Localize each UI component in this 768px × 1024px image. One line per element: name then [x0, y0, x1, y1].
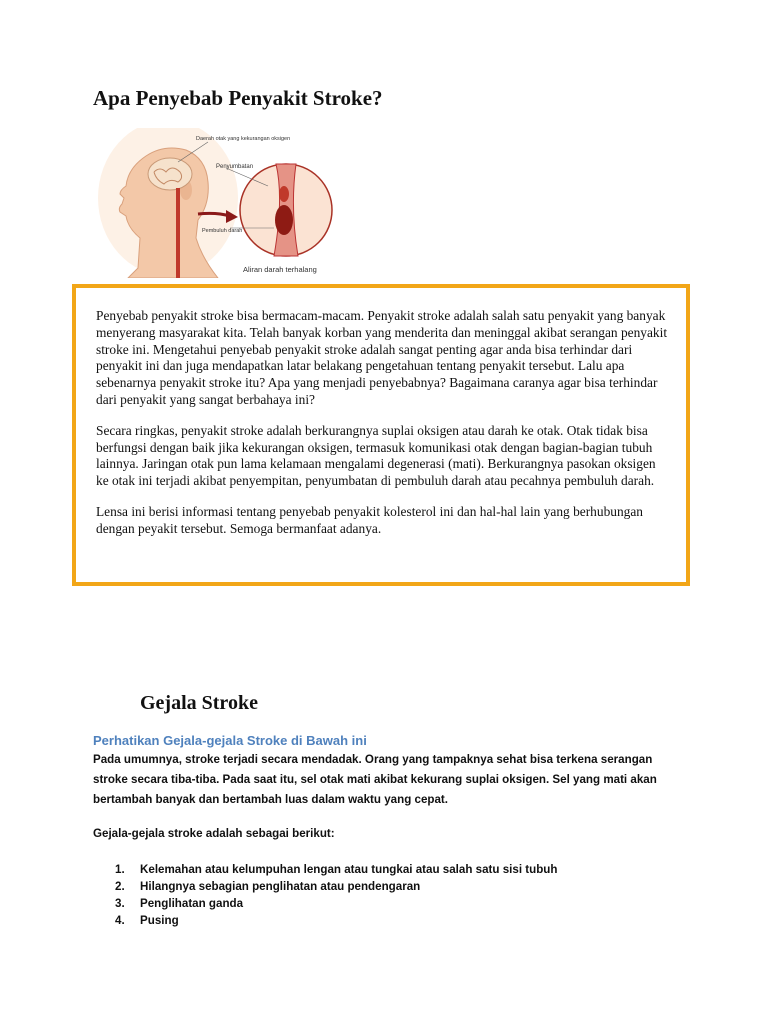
list-item: 2. Hilangnya sebagian penglihatan atau pendengaran — [115, 880, 421, 893]
section-subtitle: Perhatikan Gejala-gejala Stroke di Bawah ini — [93, 733, 367, 748]
intro-paragraph-3: Lensa ini berisi informasi tentang penyebab penyakit kolesterol ini dan hal-hal lain yang berhubungan dengan peyakit tersebut. Semoga bermanfaat adanya. — [96, 503, 643, 536]
list-intro: Gejala-gejala stroke adalah sebagai berikut: — [93, 827, 335, 840]
intro-paragraph-2: Secara ringkas, penyakit stroke adalah berkurangnya suplai oksigen atau darah ke otak. Otak tidak bisa berfungsi dengan baik jika kekurangan oksigen, termasuk komunikasi otak dengan bagian-bagian tubuh lainnya. Jaringan otak pun lama kelamaan mengalami degenerasi (mati). Berkurangnya pasokan oksigen ke otak ini terjadi akibat penyempitan, penyumbatan di pembuluh darah atau pecahnya pembuluh darah. — [96, 422, 656, 489]
list-item: 1. Kelemahan atau kelumpuhan lengan atau tungkai atau salah satu sisi tubuh — [115, 863, 558, 876]
section-heading: Gejala Stroke — [140, 692, 258, 714]
illus-label-top: Daerah otak yang kekurangan oksigen — [196, 136, 291, 142]
symptom-intro-paragraph: Pada umumnya, stroke terjadi secara mendadak. Orang yang tampaknya sehat bisa terkena serangan stroke secara tiba-tiba. Pada saat itu, sel otak mati akibat kekurang suplai oksigen. Sel yang mati akan bertambah banyak dan bertambah luas dalam waktu yang cepat. — [93, 753, 657, 806]
illus-label-bottom: Aliran darah terhalang — [243, 265, 317, 274]
symptom-list — [93, 861, 557, 929]
intro-box — [72, 284, 690, 586]
page-title: Apa Penyebab Penyakit Stroke? — [93, 86, 383, 110]
stroke-illustration — [98, 128, 343, 278]
intro-paragraph-1: Penyebab penyakit stroke bisa bermacam-macam. Penyakit stroke adalah salah satu penyakit yang banyak menyerang masyarakat kita. Telah banyak korban yang menderita dan meninggal akibat serangan penyakit stroke ini. Mengetahui penyebab penyakit stroke adalah sangat penting agar anda bisa terhindar dari penyakit ini dan juga mendapatkan latar belakang pengetahuan tentang penyakit tersebut. Lalu apa sebenarnya penyakit stroke itu? Apa yang menjadi penyebabnya? Bagaimana caranya agar bisa terhindar dari penyakit yang sangat berbahaya ini? — [96, 308, 668, 407]
illus-label-blockage: Penyumbatan — [216, 164, 254, 170]
list-item: 4. Pusing — [115, 914, 179, 927]
illus-label-vessel: Pembuluh darah — [202, 228, 243, 234]
list-item: 3. Penglihatan ganda — [115, 897, 244, 910]
